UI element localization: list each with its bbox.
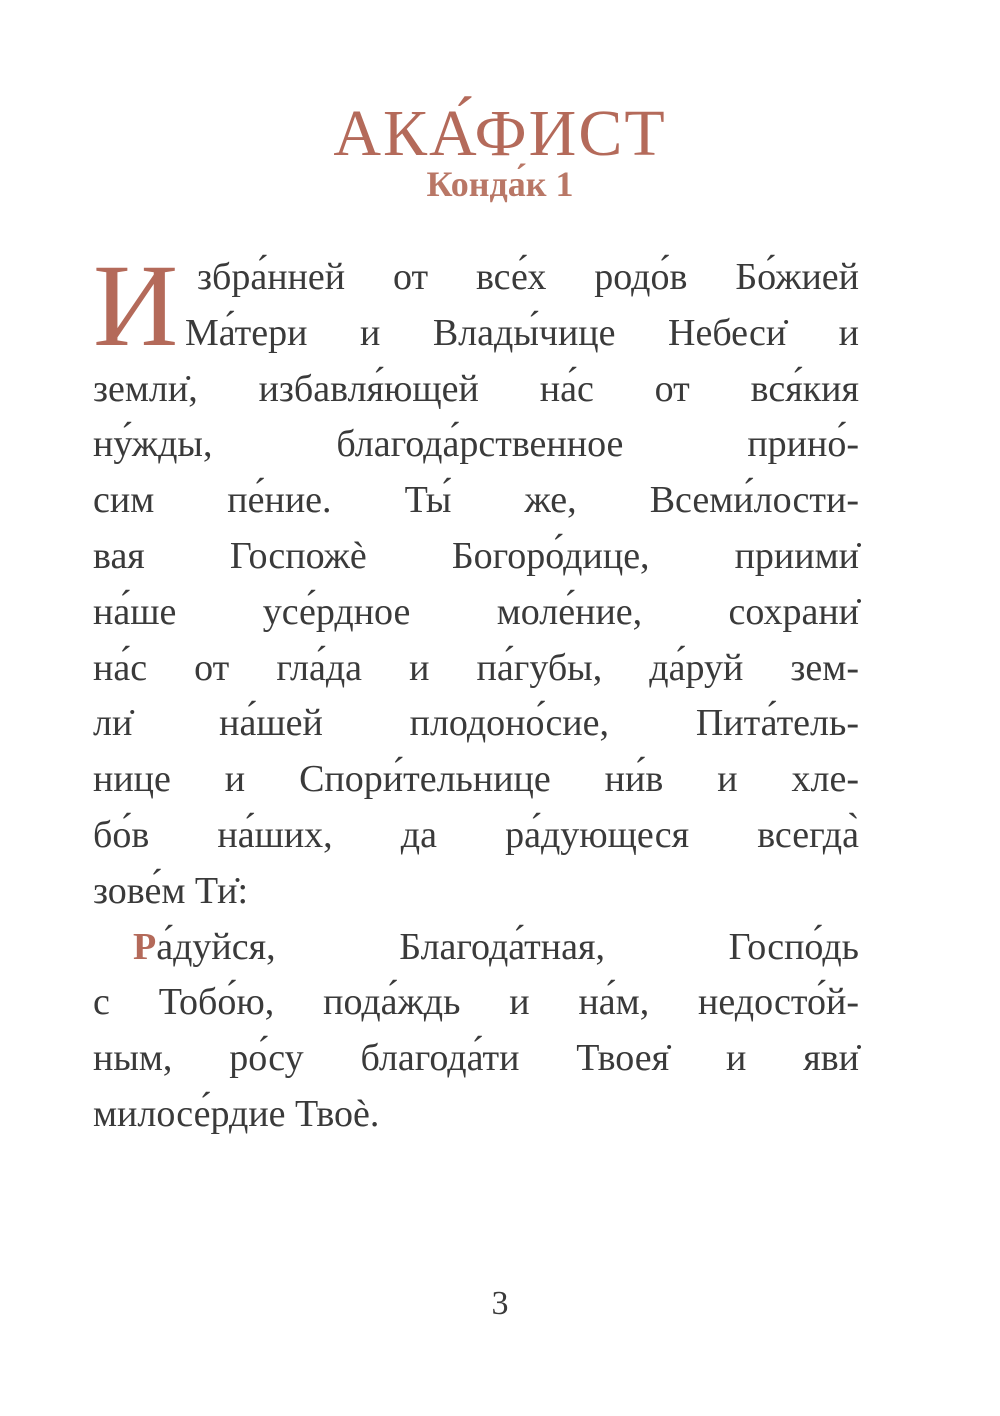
page-number: 3 bbox=[491, 1285, 509, 1322]
text-line: бо́в на́ших, да ра́дующеся всегда̀ bbox=[93, 813, 859, 856]
text-line: ли̇ на́шей плодоно́сие, Пита́тель- bbox=[93, 702, 859, 745]
section-heading: Конда́к 1 bbox=[426, 164, 574, 204]
drop-cap: И bbox=[93, 240, 179, 371]
text-line-rest: а́дуйся, Благода́тная, Госпо́дь bbox=[156, 925, 859, 968]
text-line: вая Госпожѐ Богоро́дице, приими̇ bbox=[93, 534, 859, 577]
text-line: збра́нней от все́х родо́в Бо́жией bbox=[197, 256, 859, 298]
text-line: на́ше усе́рдное моле́ние, сохрани̇ bbox=[93, 590, 859, 633]
red-initial: Р bbox=[133, 925, 157, 968]
text-line: нице и Спори́тельнице ни́в и хле- bbox=[93, 758, 859, 801]
text-line: зове́м Ти̇: bbox=[93, 869, 249, 912]
text-line: милосе́рдие Твоѐ. bbox=[93, 1092, 380, 1135]
page-title: АКА́ФИСТ bbox=[333, 97, 667, 171]
text-line bbox=[93, 920, 859, 976]
kontakion-text bbox=[93, 240, 859, 1143]
text-line: ну́жды, благода́рственное прино́- bbox=[93, 423, 859, 466]
chaire-paragraph bbox=[93, 920, 859, 1143]
text-line: земли̇, избавля́ющей на́с от вся́кия bbox=[93, 367, 859, 410]
text-line: с Тобо́ю, пода́ждь и на́м, недосто́й- bbox=[93, 981, 859, 1024]
text-line: ным, ро́су благода́ти Твоея̇ и яви̇ bbox=[93, 1037, 859, 1080]
text-line: сим пе́ние. Ты́ же, Всеми́лости- bbox=[93, 479, 859, 522]
text-line: Ма́тери и Влады́чице Небеси̇ и bbox=[185, 311, 859, 354]
text-line: на́с от гла́да и па́губы, да́руй зем- bbox=[93, 646, 859, 689]
